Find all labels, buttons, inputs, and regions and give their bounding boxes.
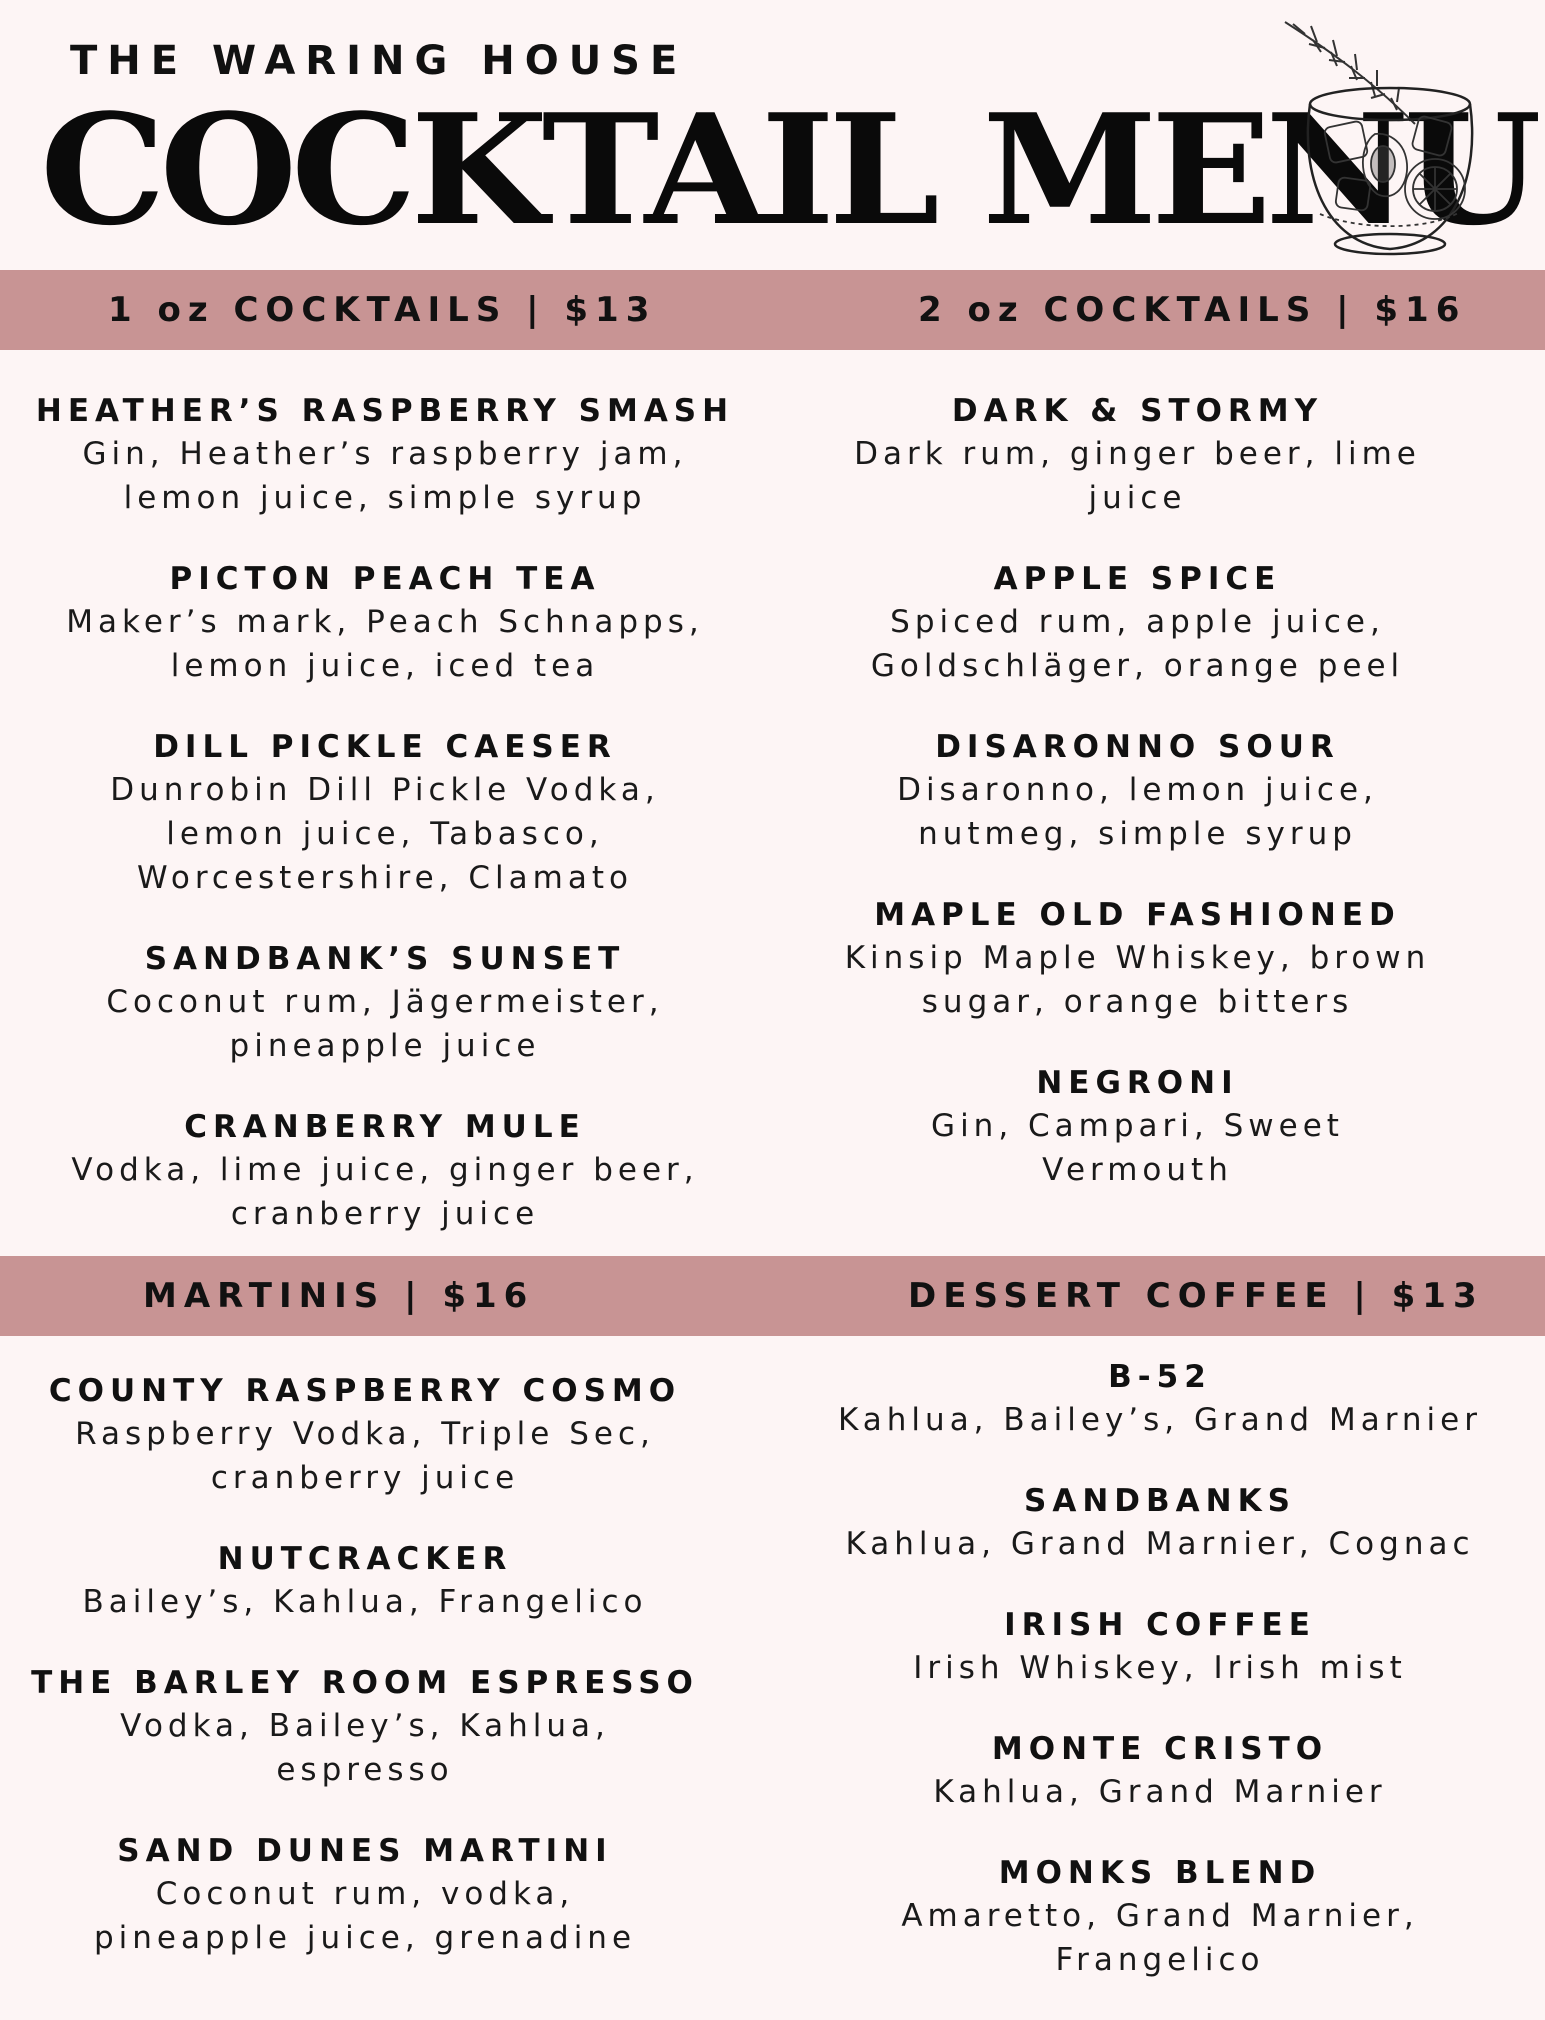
item-description: Spiced rum, apple juice, Goldschläger, orange peel (870, 604, 1405, 684)
item-description: Kinsip Maple Whiskey, brown sugar, orange bitters (844, 940, 1431, 1020)
item-name: THE BARLEY ROOM ESPRESSO (31, 1665, 699, 1701)
item-name: CRANBERRY MULE (184, 1109, 586, 1145)
item-name: IRISH COFFEE (1004, 1607, 1316, 1643)
menu-item (15, 1538, 715, 1624)
column-2oz-cocktails (800, 390, 1475, 1230)
item-description: Coconut rum, Jägermeister, pineapple juice (106, 984, 664, 1064)
item-description: Kahlua, Bailey’s, Grand Marnier (838, 1402, 1482, 1438)
menu-header (0, 0, 1545, 270)
item-description: Amaretto, Grand Marnier, Frangelico (901, 1898, 1419, 1978)
menu-item (15, 1662, 715, 1792)
menu-item (800, 894, 1475, 1024)
menu-item (15, 1830, 715, 1960)
item-name: NEGRONI (1036, 1065, 1239, 1101)
item-description: Gin, Heather’s raspberry jam, lemon juice, simple syrup (82, 436, 688, 516)
item-description: Disaronno, lemon juice, nutmeg, simple syrup (897, 772, 1378, 852)
item-name: PICTON PEACH TEA (169, 561, 601, 597)
menu-item (20, 390, 750, 520)
item-description: Vodka, lime juice, ginger beer, cranberry juice (71, 1152, 699, 1232)
item-name: SAND DUNES MARTINI (117, 1833, 613, 1869)
column-1oz-cocktails (20, 390, 750, 1274)
item-name: APPLE SPICE (993, 561, 1282, 597)
item-description: Kahlua, Grand Marnier, Cognac (845, 1526, 1475, 1562)
item-description: Irish Whiskey, Irish mist (913, 1650, 1407, 1686)
item-description: Dark rum, ginger beer, lime juice (854, 436, 1421, 516)
item-description: Bailey’s, Kahlua, Frangelico (82, 1584, 648, 1620)
section-title-martinis: MARTINIS | $16 (143, 1276, 535, 1316)
column-dessert-coffee (790, 1356, 1530, 2020)
item-name: COUNTY RASPBERRY COSMO (48, 1373, 682, 1409)
item-name: SANDBANKS (1024, 1483, 1296, 1519)
menu-title: COCKTAIL MENU (40, 80, 1536, 259)
menu-item (20, 1106, 750, 1236)
item-name: MAPLE OLD FASHIONED (874, 897, 1401, 933)
menu-item (800, 1062, 1475, 1192)
cocktail-glass-with-rosemary-icon (1265, 4, 1495, 266)
menu-item (790, 1480, 1530, 1566)
item-description: Gin, Campari, Sweet Vermouth (931, 1108, 1344, 1188)
venue-name: THE WARING HOUSE (70, 38, 688, 84)
item-name: SANDBANK’S SUNSET (144, 941, 626, 977)
menu-item (20, 726, 750, 900)
item-name: NUTCRACKER (217, 1541, 513, 1577)
menu-item (20, 558, 750, 688)
section-title-dessert-coffee: DESSERT COFFEE | $13 (908, 1276, 1484, 1316)
menu-item (20, 938, 750, 1068)
menu-item (800, 726, 1475, 856)
menu-item (800, 558, 1475, 688)
menu-item (15, 1370, 715, 1500)
menu-item (790, 1852, 1530, 1982)
item-description: Coconut rum, vodka, pineapple juice, grenadine (93, 1876, 637, 1956)
item-description: Vodka, Bailey’s, Kahlua, espresso (120, 1708, 610, 1788)
section-band-top (0, 270, 1545, 350)
item-description: Kahlua, Grand Marnier (933, 1774, 1387, 1810)
menu-item (790, 1728, 1530, 1814)
item-description: Raspberry Vodka, Triple Sec, cranberry juice (75, 1416, 655, 1496)
menu-item (800, 390, 1475, 520)
section-band-bottom (0, 1256, 1545, 1336)
item-name: DARK & STORMY (951, 393, 1324, 429)
item-description: Dunrobin Dill Pickle Vodka, lemon juice, Tabasco, Worcestershire, Clamato (110, 772, 660, 896)
item-name: HEATHER’S RASPBERRY SMASH (35, 393, 735, 429)
item-description: Maker’s mark, Peach Schnapps, lemon juice, iced tea (66, 604, 704, 684)
item-name: MONKS BLEND (998, 1855, 1322, 1891)
menu-item (790, 1356, 1530, 1442)
item-name: DILL PICKLE CAESER (153, 729, 617, 765)
item-name: B-52 (1108, 1359, 1212, 1395)
item-name: DISARONNO SOUR (935, 729, 1340, 765)
menu-item (790, 1604, 1530, 1690)
section-title-1oz: 1 oz COCKTAILS | $13 (108, 290, 657, 330)
item-name: MONTE CRISTO (991, 1731, 1329, 1767)
section-title-2oz: 2 oz COCKTAILS | $16 (918, 290, 1467, 330)
column-martinis (15, 1370, 715, 1998)
